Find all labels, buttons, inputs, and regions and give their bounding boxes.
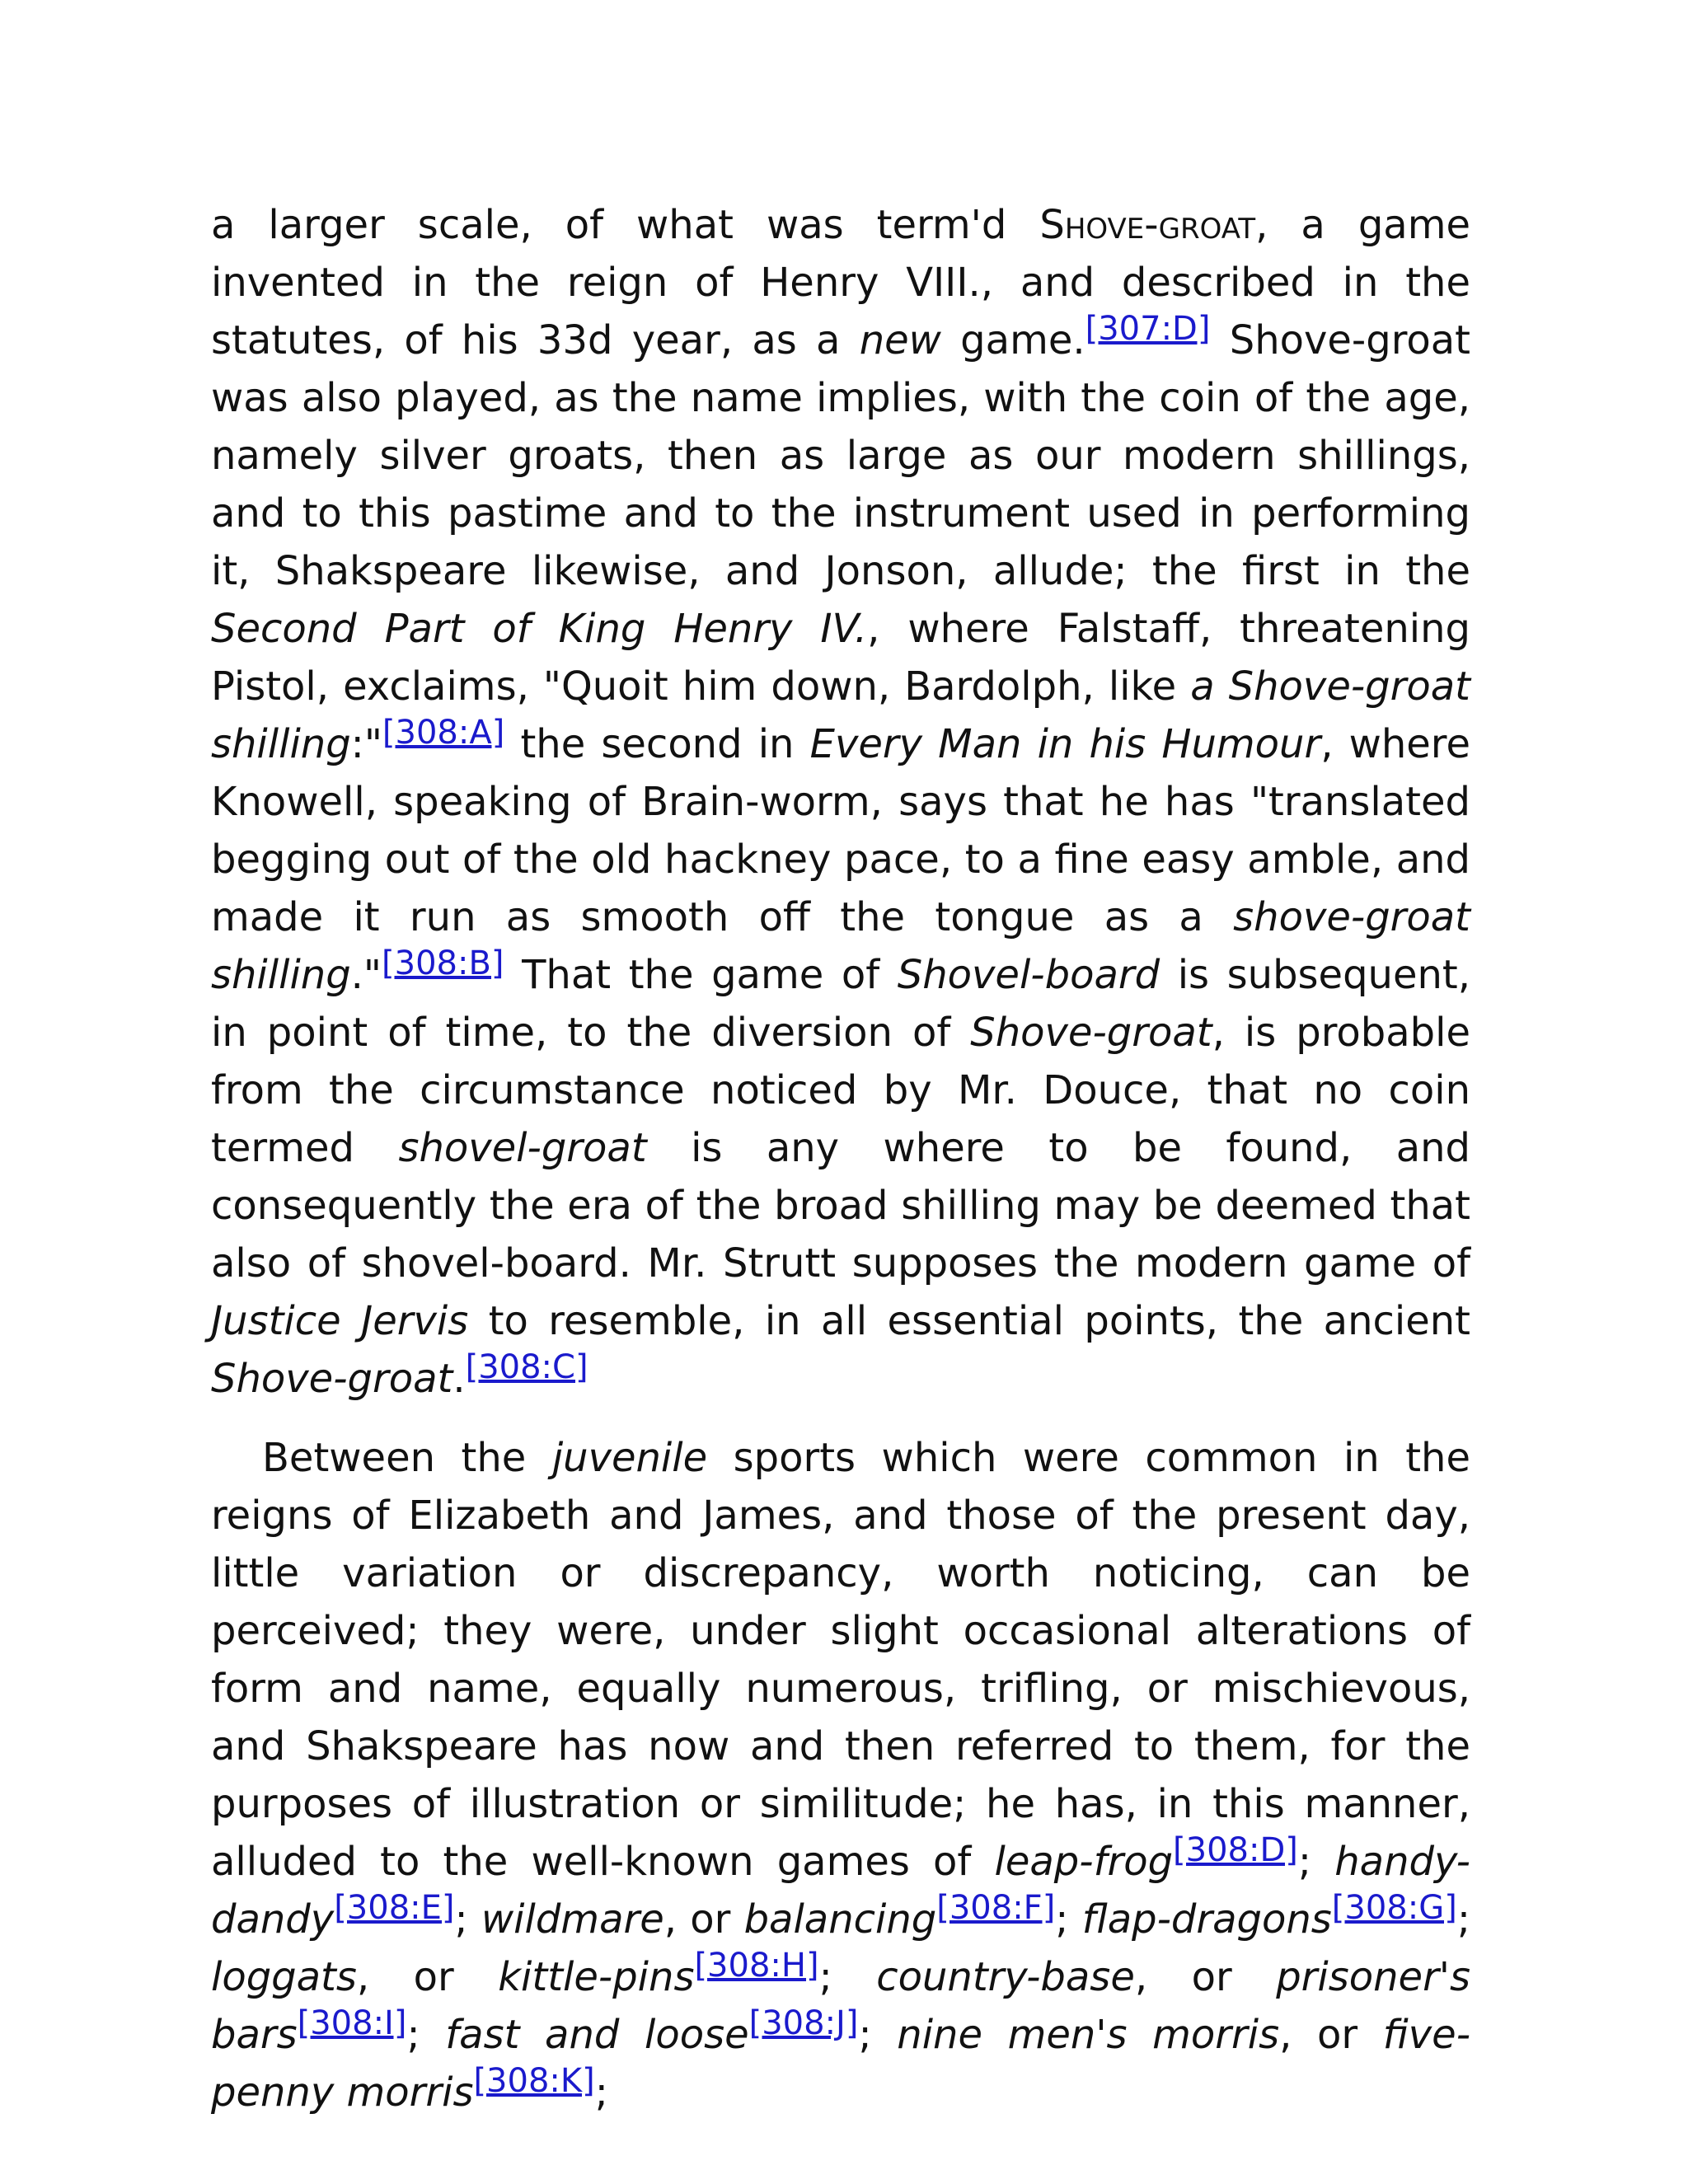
footnote-link-308-h[interactable]: [308:H]	[694, 1947, 819, 1985]
footnote-link-308-a[interactable]: [308:A]	[382, 714, 505, 752]
footnote-link-308-g[interactable]: [308:G]	[1331, 1889, 1457, 1927]
footnote-link-308-e[interactable]: [308:E]	[334, 1889, 455, 1927]
small-caps-term: Shove-groat	[1039, 202, 1256, 248]
footnote-link-308-k[interactable]: [308:K]	[473, 2062, 595, 2100]
paragraph-shove-groat: a larger scale, of what was term'd Shove-groat, a game invented in the reign of Henry VIII., and described in the statutes, of his 33d year, as a new game.[307:D] Shove-groat was also played, as the name implies, with the coin of the age, namely silver groats, then as large as our modern shillings, and to this pastime and to the instrument used in performing it, Shakspeare likewise, and Jonson, allude; the first in the Second Part of King Henry IV., where Falstaff, threatening Pistol, exclaims, "Quoit him down, Bardolph, like a Shove-groat shilling:"[308:A] the second in Every Man in his Humour, where Knowell, speaking of Brain-worm, says that he has "translated begging out of the old hackney pace, to a fine easy amble, and made it run as smooth off the tongue as a shove-groat shilling."[308:B] That the game of Shovel-board is subsequent, in point of time, to the diversion of Shove-groat, is probable from the circumstance noticed by Mr. Douce, that no coin termed shovel-groat is any where to be found, and consequently the era of the broad shilling may be deemed that also of shovel-board. Mr. Strutt supposes the modern game of Justice Jervis to resemble, in all essential points, the ancient Shove-groat.[308:C]	[211, 202, 1471, 1402]
footnote-link-308-d[interactable]: [308:D]	[1173, 1831, 1298, 1869]
footnote-link-308-f[interactable]: [308:F]	[936, 1889, 1056, 1927]
footnote-link-307-d[interactable]: [307:D]	[1085, 310, 1211, 348]
footnote-link-308-i[interactable]: [308:I]	[297, 2004, 407, 2042]
paragraph-juvenile-sports: Between the juvenile sports which were common in the reigns of Elizabeth and James, and those of the present day, little variation or discrepancy, worth noticing, can be perceived; they were, under slight occasional alterations of form and name, equally numerous, trifling, or mischievous, and Shakspeare has now and then referred to them, for the purposes of illustration or similitude; he has, in this manner, alluded to the well-known games of leap-frog[308:D]; handy-dandy[308:E]; wildmare, or balancing[308:F]; flap-dragons[308:G]; loggats, or kittle-pins[308:H]; country-base, or prisoner's bars[308:I]; fast and loose[308:J]; nine men's morris, or five-penny morris[308:K];	[211, 1435, 1471, 2116]
page-body	[211, 196, 1470, 2121]
footnote-link-308-c[interactable]: [308:C]	[465, 1348, 588, 1386]
footnote-link-308-j[interactable]: [308:J]	[748, 2004, 859, 2042]
footnote-link-308-b[interactable]: [308:B]	[382, 944, 504, 982]
